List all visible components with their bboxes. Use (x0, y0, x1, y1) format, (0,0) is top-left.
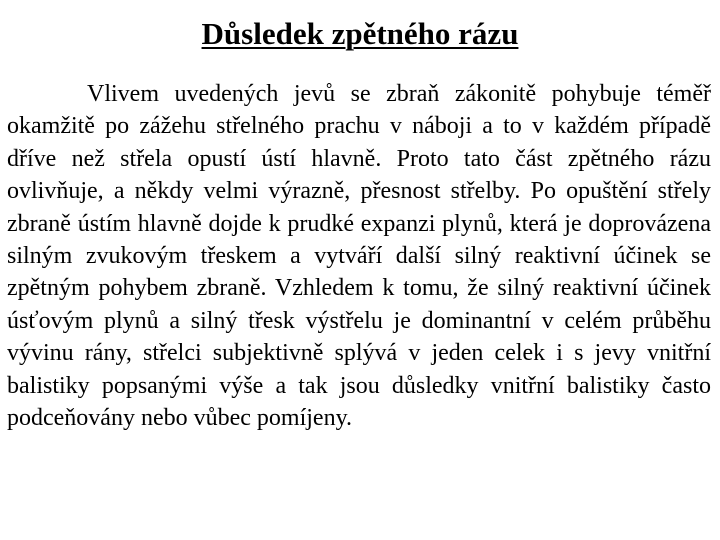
slide-title (0, 14, 720, 54)
slide-title-text: Důsledek zpětného rázu (201, 16, 519, 51)
body-paragraph: Vlivem uvedených jevů se zbraň zákonitě pohybuje téměř okamžitě po zážehu střelného prachu v náboji a to v každém případě dříve než střela opustí ústí hlavně. Proto tato část zpětného rázu ovlivňuje, a někdy velmi výrazně, přesnost střelby. Po opuštění střely zbraně ústím hlavně dojde k prudké expanzi plynů, která je doprovázena silným zvukovým třeskem a vytváří další silný reaktivní účinek se zpětným pohybem zbraně. Vzhledem k tomu, že silný reaktivní účinek úsťovým plynů a silný třesk výstřelu je dominantní v celém průběhu vývinu rány, střelci subjektivně splývá v jeden celek i s jevy vnitřní balistiky popsanými výše a tak jsou důsledky vnitřní balistiky často podceňovány nebo vůbec pomíjeny. (7, 81, 711, 432)
